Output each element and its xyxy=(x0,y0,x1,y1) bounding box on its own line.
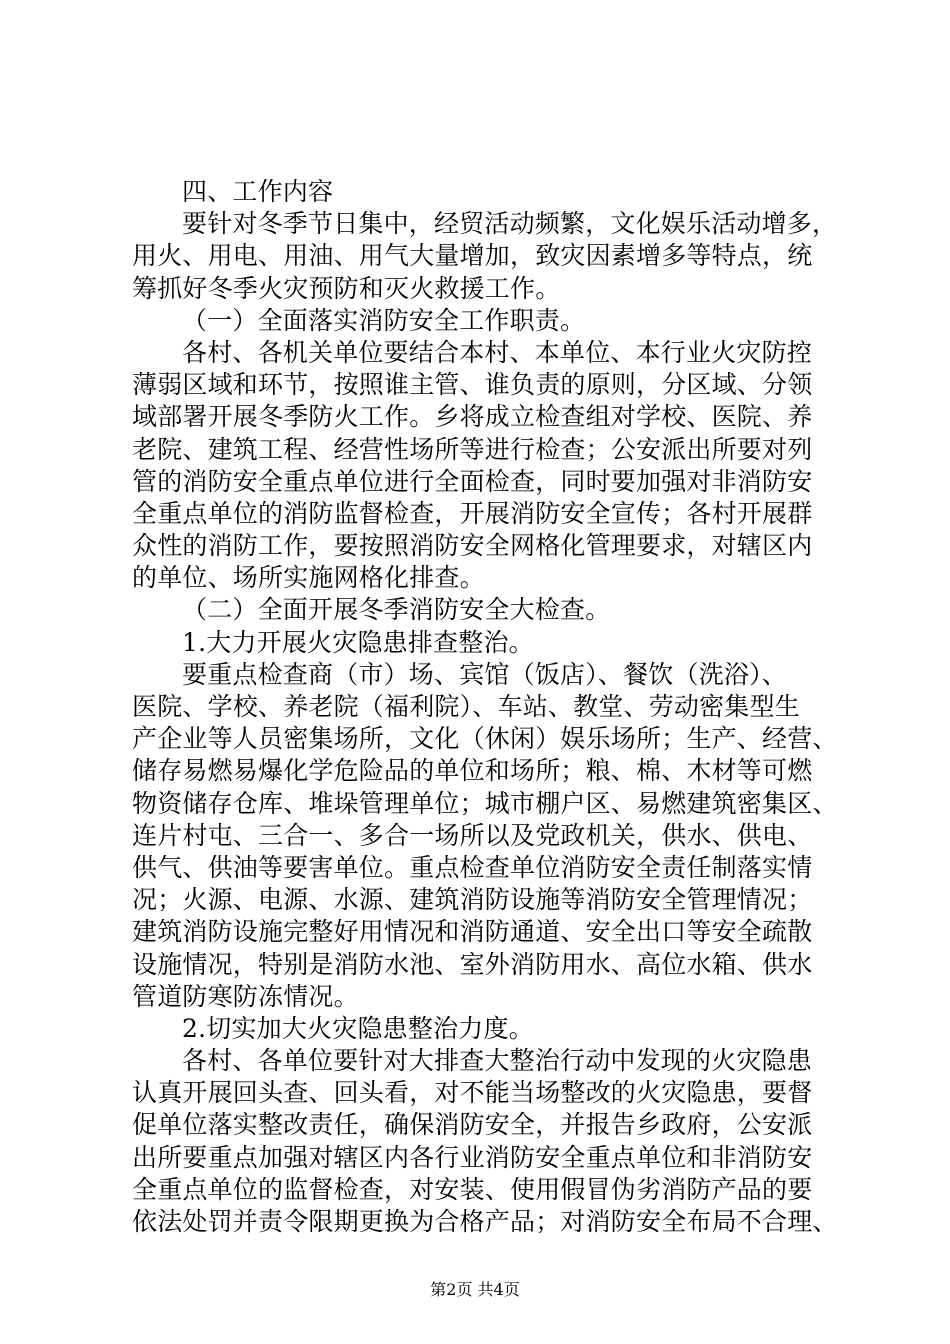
paragraph-line: 连片村屯、三合一、多合一场所以及党政机关，供水、供电、 xyxy=(132,820,813,850)
paragraph-line: 管道防寒防冻情况。 xyxy=(132,981,359,1011)
paragraph-line: 产企业等人员密集场所，文化（休闲）娱乐场所；生产、经营、 xyxy=(132,724,838,754)
subsection-heading: （二）全面开展冬季消防安全大检查。 xyxy=(182,595,611,625)
paragraph-line: 认真开展回头查、回头看，对不能当场整改的火灾隐患，要督 xyxy=(132,1078,813,1108)
paragraph-line: 全重点单位的消防监督检查，开展消防安全宣传；各村开展群 xyxy=(132,498,813,528)
paragraph-line: 要针对冬季节日集中，经贸活动频繁，文化娱乐活动增多， xyxy=(182,209,838,239)
numbered-heading: 2.切实加大火灾隐患整治力度。 xyxy=(182,1013,534,1043)
paragraph-line: 储存易燃易爆化学危险品的单位和场所；粮、棉、木材等可燃 xyxy=(132,756,813,786)
paragraph-line: 域部署开展冬季防火工作。乡将成立检查组对学校、医院、养 xyxy=(132,402,813,432)
paragraph-line: 管的消防安全重点单位进行全面检查，同时要加强对非消防安 xyxy=(132,466,813,496)
paragraph-line: 供气、供油等要害单位。重点检查单位消防安全责任制落实情 xyxy=(132,852,813,882)
paragraph-line: 物资储存仓库、堆垛管理单位；城市棚户区、易燃建筑密集区、 xyxy=(132,788,838,818)
section-heading: 四、工作内容 xyxy=(182,177,334,206)
paragraph-line: 老院、建筑工程、经营性场所等进行检查；公安派出所要对列 xyxy=(132,434,813,464)
paragraph-line: 促单位落实整改责任，确保消防安全，并报告乡政府，公安派 xyxy=(132,1110,813,1140)
paragraph-line: 各村、各单位要针对大排查大整治行动中发现的火灾隐患 xyxy=(182,1046,813,1076)
paragraph-line: 况；火源、电源、水源、建筑消防设施等消防安全管理情况； xyxy=(132,885,813,915)
paragraph-line: 依法处罚并责令限期更换为合格产品；对消防安全布局不合理、 xyxy=(132,1207,838,1236)
numbered-heading: 1.大力开展火灾隐患排查整治。 xyxy=(182,627,534,657)
paragraph-line: 全重点单位的监督检查，对安装、使用假冒伪劣消防产品的要 xyxy=(132,1174,813,1204)
paragraph-line: 众性的消防工作，要按照消防安全网格化管理要求，对辖区内 xyxy=(132,531,813,561)
paragraph-line: 的单位、场所实施网格化排查。 xyxy=(132,563,485,593)
paragraph-line: 医院、学校、养老院（福利院）、车站、教堂、劳动密集型生 xyxy=(132,692,800,721)
paragraph-line: 薄弱区域和环节，按照谁主管、谁负责的原则，分区域、分领 xyxy=(132,370,813,400)
paragraph-line: 筹抓好冬季火灾预防和灭火救援工作。 xyxy=(132,273,561,303)
paragraph-line: 设施情况，特别是消防水池、室外消防用水、高位水箱、供水 xyxy=(132,949,813,979)
paragraph-line: 出所要重点加强对辖区内各行业消防安全重点单位和非消防安 xyxy=(132,1142,813,1172)
paragraph-line: 建筑消防设施完整好用情况和消防通道、安全出口等安全疏散 xyxy=(132,917,813,947)
document-body xyxy=(132,176,852,1238)
page-footer: 第2页 共4页 xyxy=(430,1280,520,1299)
subsection-heading: （一）全面落实消防安全工作职责。 xyxy=(182,305,586,335)
paragraph-line: 要重点检查商（市）场、宾馆（饭店）、餐饮（洗浴）、 xyxy=(182,659,788,689)
paragraph-line: 用火、用电、用油、用气大量增加，致灾因素增多等特点，统 xyxy=(132,241,813,271)
paragraph-line: 各村、各机关单位要结合本村、本单位、本行业火灾防控 xyxy=(182,337,813,367)
